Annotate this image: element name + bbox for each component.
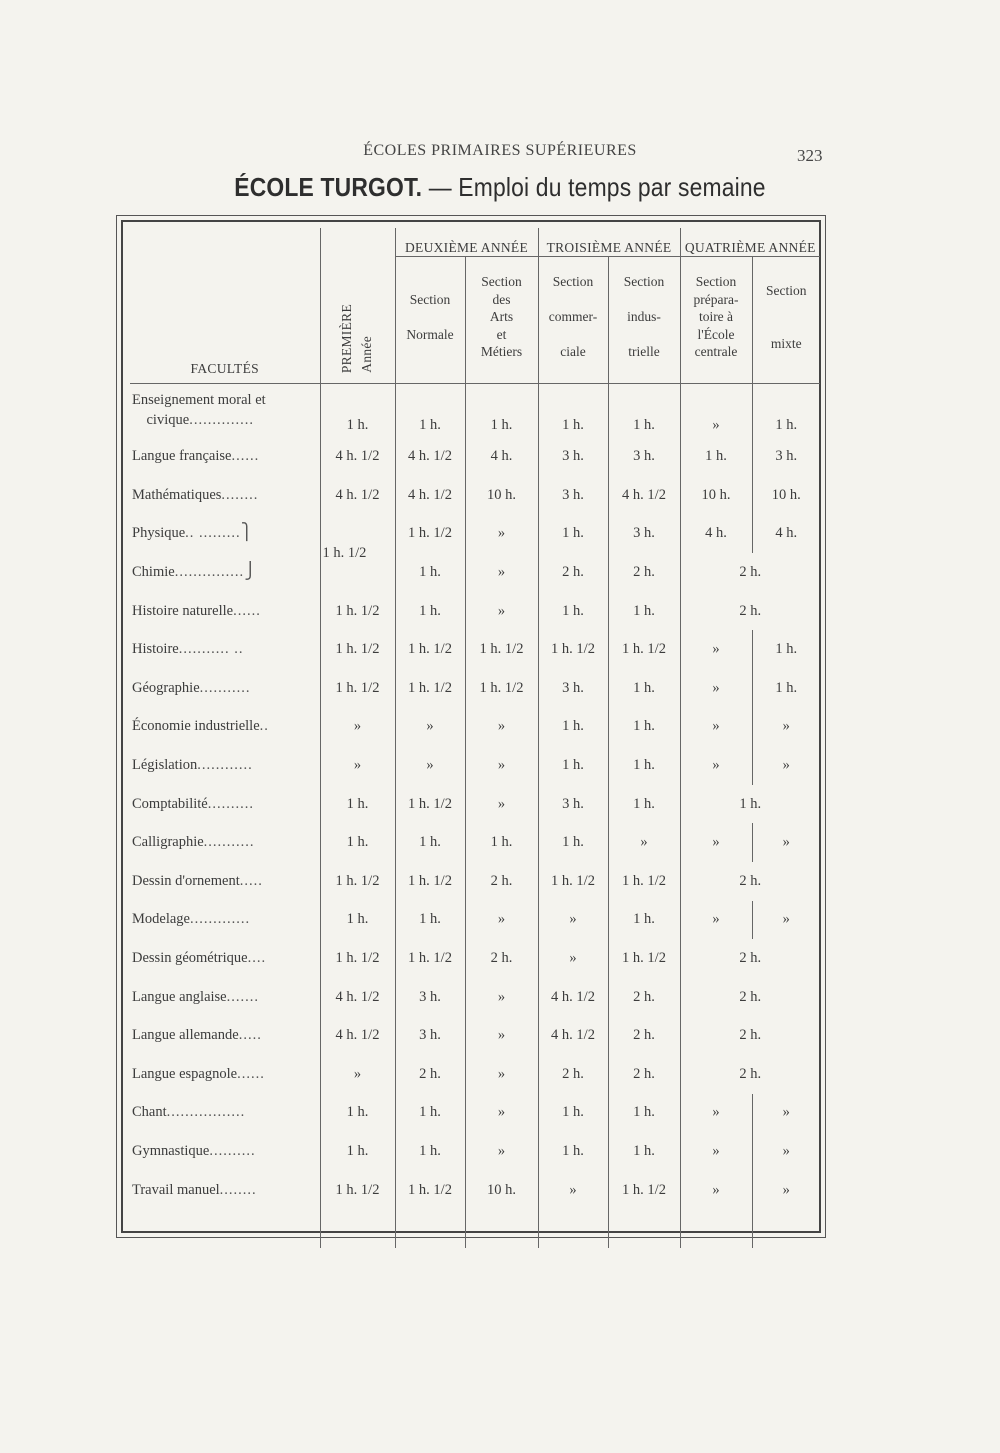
cell-industrielle: 1 h. [608, 384, 680, 438]
cell-industrielle: 1 h. 1/2 [608, 1171, 680, 1210]
row-label: Langue anglaise....... [132, 988, 259, 1005]
section-mixte-header: Section mixte [752, 257, 820, 378]
cell-commerciale: » [538, 901, 608, 940]
cell-industrielle: 1 h. [608, 746, 680, 785]
table-row [130, 592, 820, 631]
group-deuxieme-annee: DEUXIÈME ANNÉE [395, 228, 538, 257]
cell-preparatoire: 4 h. [680, 515, 752, 554]
cell-normale: 1 h. 1/2 [395, 630, 465, 669]
cell-industrielle: » [608, 823, 680, 862]
table-row [130, 515, 820, 554]
table-row [130, 553, 820, 592]
cell-arts-metiers: 10 h. [465, 1171, 538, 1210]
cell-normale: 1 h. 1/2 [395, 515, 465, 554]
table-row [130, 746, 820, 785]
cell-premiere: 1 h. 1/2 [320, 939, 395, 978]
cell-normale: 3 h. [395, 978, 465, 1017]
row-label: Langue espagnole...... [132, 1065, 265, 1082]
row-label: Calligraphie........... [132, 834, 255, 851]
table-row [130, 1171, 820, 1210]
cell-quatrieme-merged: 1 h. [680, 785, 820, 824]
cell-quatrieme-merged: 2 h. [680, 1016, 820, 1055]
cell-arts-metiers: » [465, 515, 538, 554]
cell-premiere: 1 h. [320, 823, 395, 862]
cell-industrielle: 1 h. [608, 785, 680, 824]
table-bottom-spacer [130, 1209, 820, 1248]
cell-industrielle: 2 h. [608, 978, 680, 1017]
cell-quatrieme-merged: 2 h. [680, 592, 820, 631]
table-row [130, 1016, 820, 1055]
row-label: Modelage............. [132, 911, 251, 928]
row-label: Dessin d'ornement..... [132, 872, 263, 889]
cell-commerciale: 2 h. [538, 1055, 608, 1094]
cell-premiere: 1 h. [320, 384, 395, 438]
group-quatrieme-annee: QUATRIÈME ANNÉE [680, 228, 820, 257]
cell-arts-metiers: » [465, 978, 538, 1017]
cell-commerciale: 3 h. [538, 669, 608, 708]
cell-preparatoire: » [680, 1171, 752, 1210]
row-label: Économie industrielle.. [132, 718, 269, 735]
table-row [130, 384, 820, 438]
cell-industrielle: 3 h. [608, 515, 680, 554]
cell-premiere: 1 h. [320, 1094, 395, 1133]
cell-premiere: 4 h. 1/2 [320, 1016, 395, 1055]
cell-industrielle: 1 h. 1/2 [608, 939, 680, 978]
cell-arts-metiers: » [465, 901, 538, 940]
section-preparatoire-header: Section prépara- toire à l'École centrale [680, 257, 752, 378]
cell-commerciale: 1 h. [538, 1132, 608, 1171]
cell-normale: 1 h. [395, 384, 465, 438]
cell-mixte: » [752, 1094, 820, 1133]
cell-normale: 1 h. 1/2 [395, 785, 465, 824]
table-row [130, 476, 820, 515]
row-label: Enseignement moral et civique.............. [132, 392, 266, 428]
row-label: Comptabilité.......... [132, 795, 254, 812]
cell-commerciale: 1 h. [538, 746, 608, 785]
cell-premiere: 4 h. 1/2 [320, 978, 395, 1017]
cell-commerciale: » [538, 939, 608, 978]
cell-preparatoire: 1 h. [680, 438, 752, 477]
page-title [60, 172, 940, 203]
cell-normale: 1 h. [395, 1094, 465, 1133]
table-row [130, 901, 820, 940]
row-label: Législation............ [132, 757, 253, 774]
row-label: Mathématiques........ [132, 486, 259, 503]
cell-preparatoire: » [680, 1094, 752, 1133]
cell-preparatoire: » [680, 384, 752, 438]
cell-normale: 4 h. 1/2 [395, 476, 465, 515]
table-row [130, 1094, 820, 1133]
row-label: Physique.. .........⎫ [132, 524, 253, 542]
cell-premiere-physique-chimie: 1 h. 1/2 [320, 515, 395, 592]
cell-commerciale: 1 h. 1/2 [538, 862, 608, 901]
cell-commerciale: 3 h. [538, 785, 608, 824]
header-row-groups [130, 228, 820, 257]
cell-normale: » [395, 708, 465, 747]
cell-normale: 1 h. 1/2 [395, 862, 465, 901]
cell-arts-metiers: 1 h. 1/2 [465, 669, 538, 708]
cell-arts-metiers: 2 h. [465, 939, 538, 978]
cell-commerciale: 4 h. 1/2 [538, 1016, 608, 1055]
cell-arts-metiers: » [465, 1132, 538, 1171]
row-label: Langue allemande..... [132, 1027, 262, 1044]
cell-mixte: » [752, 823, 820, 862]
cell-industrielle: 4 h. 1/2 [608, 476, 680, 515]
running-head: ÉCOLES PRIMAIRES SUPÉRIEURES [363, 142, 637, 159]
cell-quatrieme-merged: 2 h. [680, 978, 820, 1017]
table-row [130, 1132, 820, 1171]
cell-premiere: » [320, 746, 395, 785]
cell-preparatoire: » [680, 823, 752, 862]
cell-preparatoire: » [680, 669, 752, 708]
title-school-name: ÉCOLE TURGOT. [234, 172, 423, 202]
cell-normale: 1 h. 1/2 [395, 1171, 465, 1210]
section-arts-metiers-header: Section des Arts et Métiers [465, 257, 538, 378]
cell-industrielle: 2 h. [608, 1016, 680, 1055]
cell-preparatoire: » [680, 708, 752, 747]
cell-premiere: 1 h. 1/2 [320, 630, 395, 669]
cell-commerciale: 1 h. [538, 515, 608, 554]
table-row [130, 630, 820, 669]
cell-mixte: » [752, 746, 820, 785]
cell-arts-metiers: 2 h. [465, 862, 538, 901]
cell-mixte: 1 h. [752, 630, 820, 669]
cell-mixte: » [752, 1132, 820, 1171]
cell-industrielle: 1 h. [608, 1132, 680, 1171]
cell-normale: 1 h. [395, 592, 465, 631]
cell-mixte: 1 h. [752, 384, 820, 438]
cell-arts-metiers: » [465, 1016, 538, 1055]
brace-bottom: ⎭ [244, 563, 257, 581]
cell-preparatoire: 10 h. [680, 476, 752, 515]
cell-industrielle: 1 h. [608, 669, 680, 708]
table-row [130, 1055, 820, 1094]
cell-normale: 4 h. 1/2 [395, 438, 465, 477]
cell-industrielle: 1 h. [608, 901, 680, 940]
cell-mixte: » [752, 1171, 820, 1210]
cell-premiere: 1 h. 1/2 [320, 669, 395, 708]
row-label: Gymnastique.......... [132, 1142, 256, 1159]
row-label: Chimie...............⎭ [132, 563, 257, 581]
cell-arts-metiers: 1 h. 1/2 [465, 630, 538, 669]
cell-arts-metiers: » [465, 708, 538, 747]
cell-normale: 3 h. [395, 1016, 465, 1055]
cell-mixte: 10 h. [752, 476, 820, 515]
cell-quatrieme-merged: 2 h. [680, 862, 820, 901]
cell-premiere: » [320, 1055, 395, 1094]
cell-normale: 1 h. [395, 553, 465, 592]
cell-industrielle: 1 h. 1/2 [608, 630, 680, 669]
cell-premiere: 1 h. [320, 785, 395, 824]
row-label: Chant................. [132, 1104, 246, 1121]
table-row [130, 823, 820, 862]
table-row [130, 785, 820, 824]
cell-quatrieme-merged: 2 h. [680, 553, 820, 592]
schedule-table [130, 228, 820, 1248]
row-label: Langue française...... [132, 448, 260, 465]
cell-industrielle: 2 h. [608, 553, 680, 592]
cell-industrielle: 1 h. [608, 1094, 680, 1133]
cell-mixte: » [752, 708, 820, 747]
cell-arts-metiers: 1 h. [465, 384, 538, 438]
cell-normale: 1 h. 1/2 [395, 669, 465, 708]
cell-normale: 2 h. [395, 1055, 465, 1094]
section-normale-header: Section Normale [395, 257, 465, 378]
page-number: 323 [797, 146, 823, 165]
cell-preparatoire: » [680, 1132, 752, 1171]
cell-arts-metiers: » [465, 1094, 538, 1133]
cell-mixte: 3 h. [752, 438, 820, 477]
cell-arts-metiers: 1 h. [465, 823, 538, 862]
cell-arts-metiers: » [465, 592, 538, 631]
cell-commerciale: 3 h. [538, 476, 608, 515]
cell-commerciale: 1 h. [538, 384, 608, 438]
table-row [130, 708, 820, 747]
cell-normale: 1 h. [395, 823, 465, 862]
table-row [130, 862, 820, 901]
cell-commerciale: 1 h. 1/2 [538, 630, 608, 669]
cell-commerciale: 4 h. 1/2 [538, 978, 608, 1017]
table-row [130, 939, 820, 978]
cell-industrielle: 2 h. [608, 1055, 680, 1094]
cell-premiere: 4 h. 1/2 [320, 476, 395, 515]
cell-arts-metiers: 10 h. [465, 476, 538, 515]
cell-premiere: 1 h. 1/2 [320, 1171, 395, 1210]
premiere-annee-header [320, 228, 395, 377]
brace-top: ⎫ [240, 524, 253, 542]
premiere-label: PREMIÈRE [338, 303, 354, 373]
row-label: Histoire naturelle...... [132, 602, 261, 619]
cell-normale: 1 h. [395, 901, 465, 940]
row-label: Dessin géométrique.... [132, 950, 267, 967]
cell-premiere: 1 h. 1/2 [320, 862, 395, 901]
row-label: Géographie........... [132, 679, 251, 696]
table-row [130, 978, 820, 1017]
annee-label: Année [359, 336, 375, 373]
cell-quatrieme-merged: 2 h. [680, 1055, 820, 1094]
cell-arts-metiers: » [465, 1055, 538, 1094]
cell-preparatoire: » [680, 901, 752, 940]
cell-premiere: 1 h. [320, 901, 395, 940]
table-row [130, 438, 820, 477]
cell-normale: 1 h. [395, 1132, 465, 1171]
cell-arts-metiers: » [465, 746, 538, 785]
cell-industrielle: 1 h. [608, 592, 680, 631]
cell-commerciale: 3 h. [538, 438, 608, 477]
cell-preparatoire: » [680, 746, 752, 785]
cell-arts-metiers: » [465, 553, 538, 592]
cell-mixte: 1 h. [752, 669, 820, 708]
cell-mixte: » [752, 901, 820, 940]
cell-industrielle: 3 h. [608, 438, 680, 477]
cell-industrielle: 1 h. 1/2 [608, 862, 680, 901]
section-industrielle-header: Section indus- trielle [608, 257, 680, 378]
table-row [130, 669, 820, 708]
row-label: Histoire........... .. [132, 641, 244, 658]
cell-premiere: 1 h. [320, 1132, 395, 1171]
cell-arts-metiers: 4 h. [465, 438, 538, 477]
title-subtitle: — Emploi du temps par semaine [422, 172, 766, 202]
cell-mixte: 4 h. [752, 515, 820, 554]
faculties-header: FACULTÉS [190, 361, 259, 376]
cell-preparatoire: » [680, 630, 752, 669]
cell-commerciale: 1 h. [538, 823, 608, 862]
cell-commerciale: 1 h. [538, 592, 608, 631]
cell-commerciale: 1 h. [538, 708, 608, 747]
cell-quatrieme-merged: 2 h. [680, 939, 820, 978]
cell-premiere: » [320, 708, 395, 747]
row-label: Travail manuel........ [132, 1181, 257, 1198]
cell-commerciale: » [538, 1171, 608, 1210]
section-commerciale-header: Section commer- ciale [538, 257, 608, 378]
cell-commerciale: 1 h. [538, 1094, 608, 1133]
cell-arts-metiers: » [465, 785, 538, 824]
cell-premiere: 4 h. 1/2 [320, 438, 395, 477]
group-troisieme-annee: TROISIÈME ANNÉE [538, 228, 680, 257]
cell-industrielle: 1 h. [608, 708, 680, 747]
cell-commerciale: 2 h. [538, 553, 608, 592]
cell-premiere: 1 h. 1/2 [320, 592, 395, 631]
cell-normale: 1 h. 1/2 [395, 939, 465, 978]
cell-normale: » [395, 746, 465, 785]
